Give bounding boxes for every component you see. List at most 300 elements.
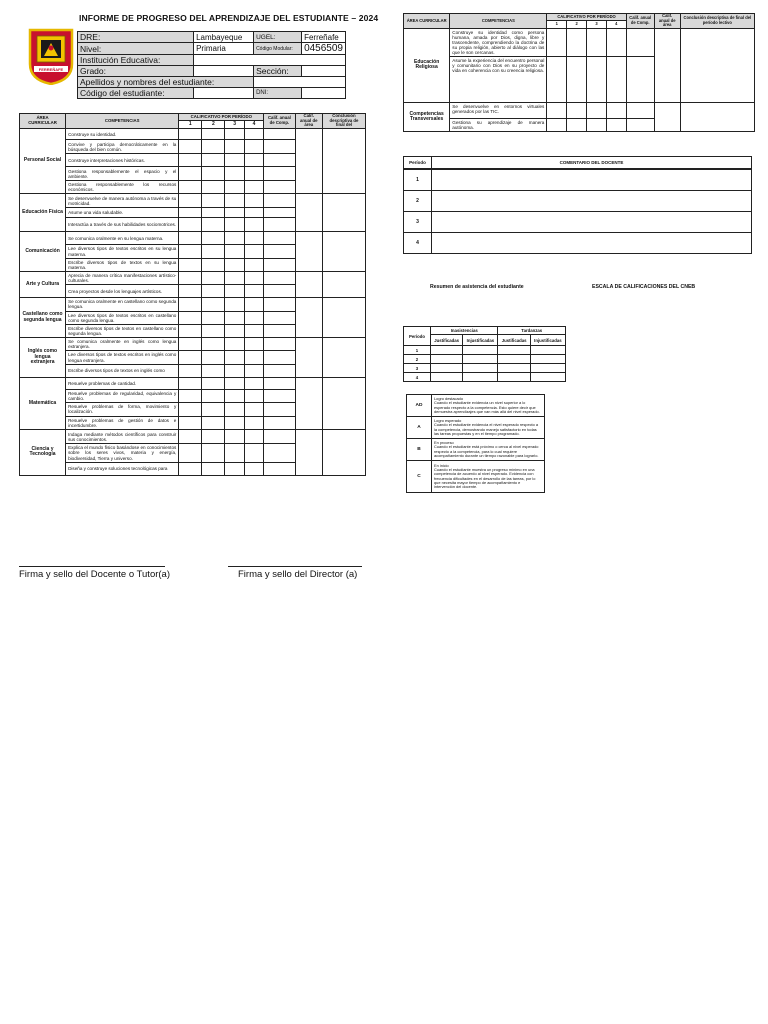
area-name: Ciencia y Tecnología bbox=[20, 430, 66, 475]
competencia-text: Asume la experiencia del encuentro personal y comunitario con Dios en su proyecto de vida en coherencia con su creencia religiosa. bbox=[450, 57, 547, 103]
period-grade-cell[interactable] bbox=[202, 194, 225, 208]
period-grade-cell[interactable] bbox=[567, 119, 587, 132]
attendance-cell[interactable] bbox=[530, 373, 565, 382]
calif-comp-cell[interactable] bbox=[264, 351, 295, 364]
comment-cell[interactable] bbox=[432, 232, 752, 253]
attendance-cell[interactable] bbox=[431, 355, 463, 364]
period-grade-cell[interactable] bbox=[244, 258, 263, 271]
calif-comp-cell[interactable] bbox=[264, 364, 295, 377]
director-signature-line bbox=[228, 566, 362, 567]
calif-comp-cell[interactable] bbox=[264, 402, 295, 416]
period-grade-cell[interactable] bbox=[202, 154, 225, 167]
period-grade-cell[interactable] bbox=[244, 430, 263, 444]
injustificadas-header: Injustificadas bbox=[463, 335, 498, 346]
calif-comp-cell[interactable] bbox=[626, 28, 654, 57]
attendance-cell[interactable] bbox=[498, 364, 530, 373]
period-grade-cell[interactable] bbox=[179, 181, 202, 194]
period-grade-cell[interactable] bbox=[202, 129, 225, 140]
period-grade-cell[interactable] bbox=[225, 416, 244, 429]
period-grade-cell[interactable] bbox=[244, 154, 263, 167]
competencias-header: COMPETENCIAS bbox=[450, 14, 547, 29]
attendance-cell[interactable] bbox=[530, 364, 565, 373]
period-grade-cell[interactable] bbox=[225, 285, 244, 298]
period-grade-cell[interactable] bbox=[244, 462, 263, 475]
calif-comp-cell[interactable] bbox=[264, 285, 295, 298]
calif-comp-cell[interactable] bbox=[264, 272, 295, 285]
attendance-period: 2 bbox=[404, 355, 431, 364]
period-grade-cell[interactable] bbox=[179, 351, 202, 364]
conclusion-header: Conclusión descriptiva de final del bbox=[322, 114, 365, 129]
period-grade-cell[interactable] bbox=[179, 154, 202, 167]
competencia-text: Indaga mediante métodos científicos para construir sus conocimientos. bbox=[66, 430, 179, 444]
attendance-title: Resumen de asistencia del estudiante bbox=[430, 284, 524, 290]
codigo-estudiante-label: Código del estudiante: bbox=[78, 88, 194, 99]
period-header: 2 bbox=[202, 121, 225, 129]
period-grade-cell[interactable] bbox=[179, 140, 202, 154]
competencias-table-right bbox=[403, 13, 755, 132]
calif-area-header: Calif. anual de área bbox=[295, 114, 322, 129]
grade-letter: AD bbox=[407, 395, 432, 417]
competencia-text: Interactúa a través de sus habilidades sociomotrices. bbox=[66, 218, 179, 232]
calif-comp-cell[interactable] bbox=[264, 338, 295, 351]
area-name: Arte y Cultura bbox=[20, 272, 66, 298]
period-grade-cell[interactable] bbox=[225, 154, 244, 167]
period-grade-cell[interactable] bbox=[225, 324, 244, 337]
period-header: 1 bbox=[179, 121, 202, 129]
area-name: Castellano como segunda lengua bbox=[20, 298, 66, 338]
codigo-modular-label: Código Modular: bbox=[254, 43, 302, 55]
period-grade-cell[interactable] bbox=[244, 272, 263, 285]
period-grade-cell[interactable] bbox=[202, 140, 225, 154]
periodo-header: Período bbox=[404, 157, 432, 170]
calif-comp-cell[interactable] bbox=[264, 232, 295, 245]
apellidos-value[interactable] bbox=[254, 77, 346, 88]
period-grade-cell[interactable] bbox=[179, 324, 202, 337]
period-grade-cell[interactable] bbox=[244, 324, 263, 337]
grade-level-name: En inicio bbox=[434, 462, 449, 468]
competencia-text: Convive y participa democráticamente en la búsqueda del bien común. bbox=[66, 140, 179, 154]
period-grade-cell[interactable] bbox=[244, 285, 263, 298]
period-grade-cell[interactable] bbox=[244, 140, 263, 154]
period-grade-cell[interactable] bbox=[179, 377, 202, 389]
institucion-value[interactable] bbox=[194, 55, 346, 66]
competencia-text: Lee diversos tipos de textos escritos en castellano como segunda lengua. bbox=[66, 311, 179, 324]
conclusion-cell[interactable] bbox=[322, 430, 365, 475]
calif-comp-cell[interactable] bbox=[264, 430, 295, 444]
competencia-text: Resuelve problemas de gestión de datos e incertidumbre. bbox=[66, 416, 179, 429]
student-header-table bbox=[77, 31, 346, 99]
period-grade-cell[interactable] bbox=[202, 351, 225, 364]
attendance-cell[interactable] bbox=[463, 355, 498, 364]
period-grade-cell[interactable] bbox=[179, 232, 202, 245]
period-grade-cell[interactable] bbox=[244, 351, 263, 364]
grading-scale-table bbox=[406, 394, 545, 493]
grade-level-desc: Cuando el estudiante evidencia un nivel superior a lo esperado respecto a la competencia. Esto quiere decir que demuestra aprendizajes que van más allá del nivel esperado. bbox=[434, 400, 540, 414]
period-grade-cell[interactable] bbox=[244, 218, 263, 232]
calif-area-cell[interactable] bbox=[295, 377, 322, 430]
period-header: 4 bbox=[606, 21, 626, 28]
period-grade-cell[interactable] bbox=[179, 258, 202, 271]
period-grade-cell[interactable] bbox=[225, 462, 244, 475]
period-grade-cell[interactable] bbox=[225, 245, 244, 258]
calif-comp-cell[interactable] bbox=[264, 416, 295, 429]
attendance-cell[interactable] bbox=[431, 346, 463, 355]
calif-comp-cell[interactable] bbox=[264, 444, 295, 462]
calif-area-cell[interactable] bbox=[295, 194, 322, 232]
nivel-value[interactable]: Primaria bbox=[194, 43, 254, 55]
period-grade-cell[interactable] bbox=[179, 285, 202, 298]
grade-letter: B bbox=[407, 439, 432, 461]
period-grade-cell[interactable] bbox=[244, 232, 263, 245]
calif-comp-cell[interactable] bbox=[264, 154, 295, 167]
conclusion-cell[interactable] bbox=[322, 194, 365, 232]
period-grade-cell[interactable] bbox=[202, 462, 225, 475]
period-grade-cell[interactable] bbox=[606, 103, 626, 119]
attendance-cell[interactable] bbox=[463, 364, 498, 373]
period-grade-cell[interactable] bbox=[202, 245, 225, 258]
teacher-comments-table bbox=[403, 156, 752, 254]
period-grade-cell[interactable] bbox=[244, 402, 263, 416]
period-grade-cell[interactable] bbox=[202, 285, 225, 298]
calif-area-cell[interactable] bbox=[295, 232, 322, 272]
calif-comp-cell[interactable] bbox=[264, 167, 295, 181]
period-grade-cell[interactable] bbox=[179, 298, 202, 311]
att-periodo-header: Período bbox=[404, 327, 431, 346]
period-grade-cell[interactable] bbox=[202, 272, 225, 285]
period-header: 4 bbox=[244, 121, 263, 129]
ugel-label: UGEL: bbox=[254, 32, 302, 43]
period-grade-cell[interactable] bbox=[225, 258, 244, 271]
period-grade-cell[interactable] bbox=[225, 311, 244, 324]
period-grade-cell[interactable] bbox=[179, 208, 202, 218]
attendance-period: 4 bbox=[404, 373, 431, 382]
period-grade-cell[interactable] bbox=[225, 232, 244, 245]
period-grade-cell[interactable] bbox=[225, 181, 244, 194]
period-grade-cell[interactable] bbox=[202, 298, 225, 311]
period-grade-cell[interactable] bbox=[179, 416, 202, 429]
competencia-text: Escribe diversos tipos de textos en castellano como segunda lengua. bbox=[66, 324, 179, 337]
calif-comp-header: Calif. anual de Comp. bbox=[264, 114, 295, 129]
codigo-modular-value[interactable]: 0456509 bbox=[302, 43, 346, 55]
period-grade-cell[interactable] bbox=[587, 119, 607, 132]
area-name: Inglés como lengua extranjera bbox=[20, 338, 66, 378]
period-grade-cell[interactable] bbox=[225, 129, 244, 140]
period-grade-cell[interactable] bbox=[179, 129, 202, 140]
period-grade-cell[interactable] bbox=[244, 389, 263, 402]
grade-description bbox=[432, 395, 545, 417]
comment-cell[interactable] bbox=[432, 169, 752, 190]
grade-level-name: Logro destacado bbox=[434, 395, 463, 401]
period-grade-cell[interactable] bbox=[606, 28, 626, 57]
calif-area-cell[interactable] bbox=[654, 103, 680, 132]
period-grade-cell[interactable] bbox=[202, 218, 225, 232]
period-grade-cell[interactable] bbox=[567, 28, 587, 57]
competencia-text: Escribe diversos tipos de textos en inglés como bbox=[66, 364, 179, 377]
attendance-cell[interactable] bbox=[431, 373, 463, 382]
calif-area-cell[interactable] bbox=[295, 272, 322, 298]
period-grade-cell[interactable] bbox=[179, 218, 202, 232]
grado-value[interactable] bbox=[194, 66, 254, 77]
period-grade-cell[interactable] bbox=[244, 311, 263, 324]
calif-comp-cell[interactable] bbox=[264, 324, 295, 337]
period-grade-cell[interactable] bbox=[202, 311, 225, 324]
period-grade-cell[interactable] bbox=[547, 103, 567, 119]
period-grade-cell[interactable] bbox=[225, 218, 244, 232]
calif-comp-cell[interactable] bbox=[264, 218, 295, 232]
calif-comp-cell[interactable] bbox=[264, 258, 295, 271]
competencia-text: Asume una vida saludable. bbox=[66, 208, 179, 218]
period-grade-cell[interactable] bbox=[179, 245, 202, 258]
calif-comp-cell[interactable] bbox=[626, 57, 654, 103]
period-grade-cell[interactable] bbox=[225, 377, 244, 389]
period-grade-cell[interactable] bbox=[225, 298, 244, 311]
competencia-text: Se comunica oralmente en su lengua materna. bbox=[66, 232, 179, 245]
calif-comp-cell[interactable] bbox=[264, 129, 295, 140]
calif-comp-cell[interactable] bbox=[626, 103, 654, 119]
period-grade-cell[interactable] bbox=[202, 167, 225, 181]
attendance-cell[interactable] bbox=[530, 346, 565, 355]
attendance-period: 3 bbox=[404, 364, 431, 373]
competencia-text: Lee diversos tipos de textos escritos en inglés como lengua extranjera. bbox=[66, 351, 179, 364]
period-grade-cell[interactable] bbox=[202, 377, 225, 389]
ugel-value[interactable]: Ferreñafe bbox=[302, 32, 346, 43]
period-grade-cell[interactable] bbox=[225, 364, 244, 377]
comment-period: 1 bbox=[404, 169, 432, 190]
period-grade-cell[interactable] bbox=[225, 194, 244, 208]
calif-comp-cell[interactable] bbox=[264, 181, 295, 194]
comment-cell[interactable] bbox=[432, 190, 752, 211]
calif-comp-cell[interactable] bbox=[626, 119, 654, 132]
period-grade-cell[interactable] bbox=[179, 402, 202, 416]
attendance-cell[interactable] bbox=[498, 373, 530, 382]
period-grade-cell[interactable] bbox=[225, 167, 244, 181]
period-grade-cell[interactable] bbox=[202, 364, 225, 377]
competencia-text: Escribe diversos tipos de textos en su lengua materna. bbox=[66, 258, 179, 271]
institution-crest-icon bbox=[28, 28, 74, 85]
period-grade-cell[interactable] bbox=[244, 167, 263, 181]
calif-comp-cell[interactable] bbox=[264, 208, 295, 218]
period-grade-cell[interactable] bbox=[547, 28, 567, 57]
period-header: 2 bbox=[567, 21, 587, 28]
period-header: 1 bbox=[547, 21, 567, 28]
competencia-text: Gestiona su aprendizaje de manera autónoma. bbox=[450, 119, 547, 132]
conclusion-cell[interactable] bbox=[322, 129, 365, 194]
attendance-cell[interactable] bbox=[498, 346, 530, 355]
period-grade-cell[interactable] bbox=[225, 444, 244, 462]
period-grade-cell[interactable] bbox=[244, 377, 263, 389]
attendance-cell[interactable] bbox=[431, 364, 463, 373]
period-grade-cell[interactable] bbox=[225, 389, 244, 402]
grade-description bbox=[432, 461, 545, 493]
calif-comp-cell[interactable] bbox=[264, 389, 295, 402]
period-grade-cell[interactable] bbox=[547, 119, 567, 132]
calif-comp-cell[interactable] bbox=[264, 140, 295, 154]
grade-level-desc: Cuando el estudiante evidencia el nivel esperado respecto a la competencia, demostrando manejo satisfactorio en todas las tareas propuestas y en el tiempo programado. bbox=[434, 422, 539, 436]
period-grade-cell[interactable] bbox=[202, 232, 225, 245]
period-grade-cell[interactable] bbox=[244, 208, 263, 218]
area-name: Competencias Transversales bbox=[404, 103, 450, 132]
period-grade-cell[interactable] bbox=[225, 272, 244, 285]
docente-signature-line bbox=[19, 566, 165, 567]
calif-area-cell[interactable] bbox=[654, 28, 680, 103]
director-signature-label: Firma y sello del Director (a) bbox=[238, 569, 358, 580]
period-grade-cell[interactable] bbox=[202, 258, 225, 271]
grade-description bbox=[432, 417, 545, 439]
period-grade-cell[interactable] bbox=[202, 416, 225, 429]
comentario-header: COMENTARIO DEL DOCENTE bbox=[432, 157, 752, 170]
conclusion-cell[interactable] bbox=[322, 272, 365, 298]
period-grade-cell[interactable] bbox=[587, 103, 607, 119]
calif-area-cell[interactable] bbox=[295, 338, 322, 378]
period-grade-cell[interactable] bbox=[179, 389, 202, 402]
attendance-cell[interactable] bbox=[463, 346, 498, 355]
dni-value[interactable] bbox=[302, 88, 346, 99]
dre-value[interactable]: Lambayeque bbox=[194, 32, 254, 43]
period-grade-cell[interactable] bbox=[202, 430, 225, 444]
seccion-label: Sección: bbox=[254, 66, 302, 77]
attendance-cell[interactable] bbox=[463, 373, 498, 382]
competencia-text: Construye interpretaciones históricas. bbox=[66, 154, 179, 167]
period-grade-cell[interactable] bbox=[244, 181, 263, 194]
period-header: 3 bbox=[225, 121, 244, 129]
docente-signature-label: Firma y sello del Docente o Tutor(a) bbox=[19, 569, 171, 580]
attendance-period: 1 bbox=[404, 346, 431, 355]
area-name: Educación Religiosa bbox=[404, 28, 450, 103]
period-grade-cell[interactable] bbox=[225, 351, 244, 364]
period-grade-cell[interactable] bbox=[244, 338, 263, 351]
period-grade-cell[interactable] bbox=[225, 430, 244, 444]
grade-level-desc: Cuando el estudiante está próximo o cerca al nivel esperado respecto a la competencia, para lo cual requiere acompañamiento durante un tiempo razonable para lograrlo. bbox=[434, 444, 539, 458]
period-grade-cell[interactable] bbox=[567, 103, 587, 119]
attendance-table bbox=[403, 326, 566, 382]
competencia-text: Lee diversos tipos de textos escritos en su lengua materna. bbox=[66, 245, 179, 258]
period-grade-cell[interactable] bbox=[587, 57, 607, 103]
calif-comp-cell[interactable] bbox=[264, 194, 295, 208]
competencia-text: Aprecia de manera crítica manifestaciones artístico-culturales. bbox=[66, 272, 179, 285]
period-grade-cell[interactable] bbox=[179, 272, 202, 285]
calif-area-cell[interactable] bbox=[295, 298, 322, 338]
period-grade-cell[interactable] bbox=[225, 402, 244, 416]
period-grade-cell[interactable] bbox=[225, 208, 244, 218]
competencia-text: Explica el mundo físico basándose en conocimientos sobre los seres vivos, materia y energía, biodiversidad, Tierra y universo. bbox=[66, 444, 179, 462]
comment-period: 2 bbox=[404, 190, 432, 211]
scale-title: ESCALA DE CALIFICACIONES DEL CNEB bbox=[592, 284, 696, 290]
period-grade-cell[interactable] bbox=[244, 444, 263, 462]
period-grade-cell[interactable] bbox=[179, 338, 202, 351]
calif-area-cell[interactable] bbox=[295, 129, 322, 194]
period-grade-cell[interactable] bbox=[202, 389, 225, 402]
grade-letter: A bbox=[407, 417, 432, 439]
comment-period: 3 bbox=[404, 211, 432, 232]
competencias-table-left bbox=[19, 113, 366, 476]
calif-comp-header: Calif. anual de Comp. bbox=[626, 14, 654, 29]
calif-comp-cell[interactable] bbox=[264, 311, 295, 324]
conclusion-cell[interactable] bbox=[322, 298, 365, 338]
period-grade-cell[interactable] bbox=[202, 402, 225, 416]
calif-comp-cell[interactable] bbox=[264, 245, 295, 258]
area-header: ÁREA CURRICULAR bbox=[20, 114, 66, 129]
period-grade-cell[interactable] bbox=[606, 119, 626, 132]
comment-cell[interactable] bbox=[432, 211, 752, 232]
grade-description bbox=[432, 439, 545, 461]
competencia-text: Construye su identidad. bbox=[66, 129, 179, 140]
calif-comp-cell[interactable] bbox=[264, 298, 295, 311]
area-header: ÁREA CURRICULAR bbox=[404, 14, 450, 29]
period-grade-cell[interactable] bbox=[179, 194, 202, 208]
period-grade-cell[interactable] bbox=[547, 57, 567, 103]
period-grade-cell[interactable] bbox=[587, 28, 607, 57]
period-grade-cell[interactable] bbox=[202, 181, 225, 194]
justificadas-header: Justificadas bbox=[431, 335, 463, 346]
period-grade-cell[interactable] bbox=[202, 444, 225, 462]
competencia-text: Gestiona responsablemente los recursos económicos. bbox=[66, 181, 179, 194]
period-grade-cell[interactable] bbox=[244, 298, 263, 311]
conclusion-cell[interactable] bbox=[322, 232, 365, 272]
period-grade-cell[interactable] bbox=[179, 462, 202, 475]
comment-period: 4 bbox=[404, 232, 432, 253]
period-grade-cell[interactable] bbox=[244, 245, 263, 258]
injustificadas-header: Injustificadas bbox=[530, 335, 565, 346]
calif-area-cell[interactable] bbox=[295, 430, 322, 475]
calif-area-header: Calif. anual de área bbox=[654, 14, 680, 29]
period-grade-cell[interactable] bbox=[567, 57, 587, 103]
conclusion-cell[interactable] bbox=[680, 28, 754, 103]
competencias-header: COMPETENCIAS bbox=[66, 114, 179, 129]
calif-comp-cell[interactable] bbox=[264, 462, 295, 475]
conclusion-cell[interactable] bbox=[680, 103, 754, 132]
period-grade-cell[interactable] bbox=[606, 57, 626, 103]
period-grade-cell[interactable] bbox=[225, 140, 244, 154]
grade-level-name: Logro esperado bbox=[434, 417, 462, 423]
grado-label: Grado: bbox=[78, 66, 194, 77]
period-grade-cell[interactable] bbox=[244, 194, 263, 208]
period-grade-cell[interactable] bbox=[202, 338, 225, 351]
attendance-cell[interactable] bbox=[498, 355, 530, 364]
period-grade-cell[interactable] bbox=[179, 430, 202, 444]
seccion-value[interactable] bbox=[302, 66, 346, 77]
tardanzas-header: Tardanzas bbox=[498, 327, 566, 335]
period-grade-cell[interactable] bbox=[179, 167, 202, 181]
period-grade-cell[interactable] bbox=[202, 208, 225, 218]
period-grade-cell[interactable] bbox=[179, 364, 202, 377]
conclusion-cell[interactable] bbox=[322, 377, 365, 430]
competencia-text: Gestiona responsablemente el espacio y el ambiente. bbox=[66, 167, 179, 181]
period-grade-cell[interactable] bbox=[244, 416, 263, 429]
competencia-text: Se desenvuelve en entornos virtuales generados por las TIC. bbox=[450, 103, 547, 119]
period-grade-cell[interactable] bbox=[179, 444, 202, 462]
calificativo-header: CALIFICATIVO POR PERÍODO bbox=[547, 14, 626, 21]
conclusion-cell[interactable] bbox=[322, 338, 365, 378]
period-grade-cell[interactable] bbox=[179, 311, 202, 324]
competencia-text: Se comunica oralmente en castellano como segunda lengua. bbox=[66, 298, 179, 311]
calif-comp-cell[interactable] bbox=[264, 377, 295, 389]
period-grade-cell[interactable] bbox=[202, 324, 225, 337]
codigo-estudiante-value[interactable] bbox=[194, 88, 254, 99]
period-header: 3 bbox=[587, 21, 607, 28]
crest-label: FERREÑAFE bbox=[38, 67, 64, 72]
grade-level-desc: Cuando el estudiante muestra un progreso mínimo en una competencia de acuerdo al nivel esperado. Evidencia con frecuencia dificultades en el desarrollo de las tareas, por lo que necesita mayor tiempo de acompañamiento e intervención del docente. bbox=[434, 466, 536, 490]
institucion-label: Institución Educativa: bbox=[78, 55, 194, 66]
competencia-text: Resuelve problemas de cantidad. bbox=[66, 377, 179, 389]
period-grade-cell[interactable] bbox=[244, 364, 263, 377]
period-grade-cell[interactable] bbox=[225, 338, 244, 351]
period-grade-cell[interactable] bbox=[244, 129, 263, 140]
competencia-text: Se comunica oralmente en inglés como lengua extranjera. bbox=[66, 338, 179, 351]
attendance-cell[interactable] bbox=[530, 355, 565, 364]
competencia-text: Resuelve problemas de regularidad, equivalencia y cambio. bbox=[66, 389, 179, 402]
inasistencias-header: Inasistencias bbox=[431, 327, 498, 335]
area-name: Comunicación bbox=[20, 232, 66, 272]
